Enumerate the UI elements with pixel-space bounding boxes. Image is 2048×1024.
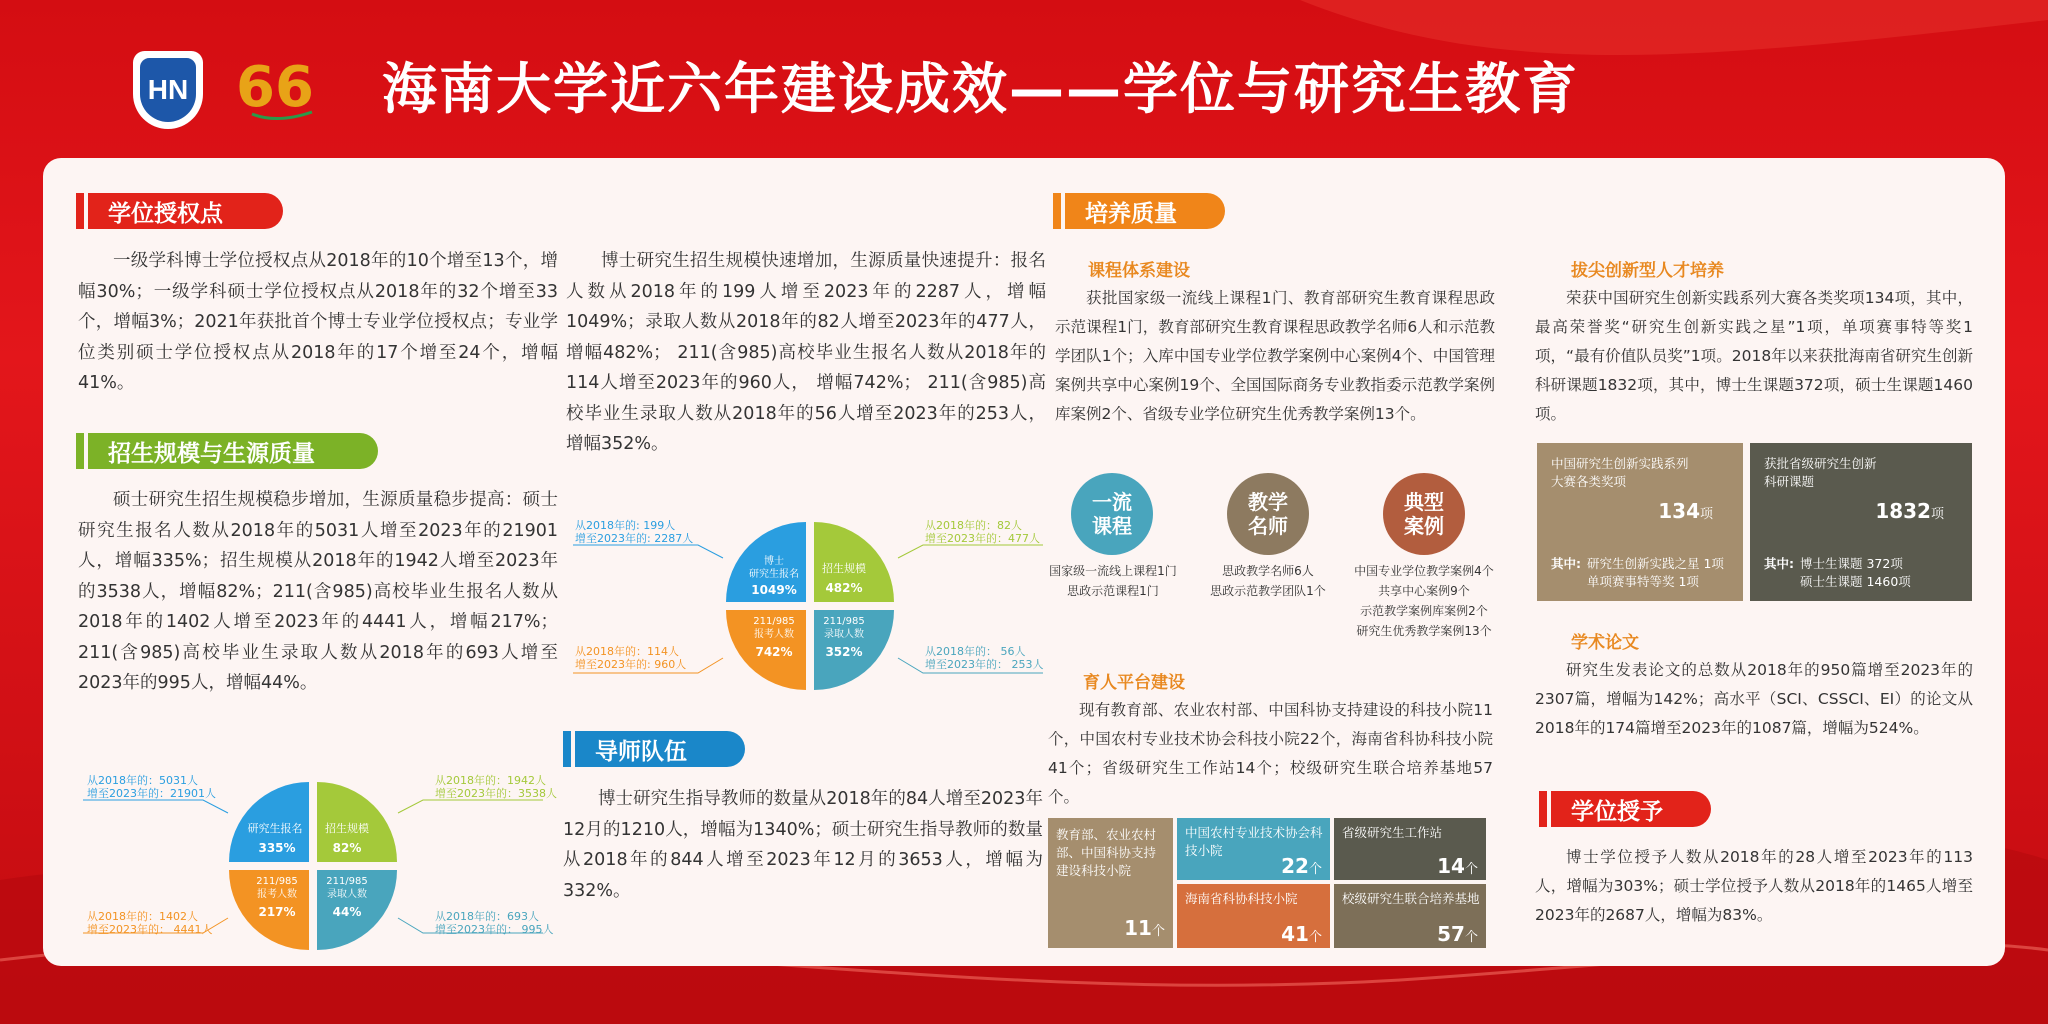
quad-tr-note1: 从2018年的：1942人: [435, 774, 546, 787]
circle-line1: 教学: [1248, 490, 1288, 514]
content-panel: [43, 158, 2005, 966]
anniversary-66-text: 66: [236, 55, 314, 120]
phd-quad-br-title1: 211/985: [823, 616, 865, 627]
stat-box-detail-head: 其中:: [1551, 556, 1581, 571]
section-heading-text: 培养质量: [1085, 200, 1177, 227]
quad-bl-title1: 211/985: [256, 876, 298, 887]
stat-box-rural-association-courtyards: [1177, 818, 1330, 880]
quad-tr-note2: 增至2023年的：3538人: [435, 787, 557, 800]
phd-quad-bl-note2: 增至2023年的: 960人: [575, 658, 687, 671]
enrollment-paragraph: 硕士研究生招生规模稳步增加，生源质量稳步提高：硕士研究生报名人数从2018年的5031人增至2023年的21901人，增幅335%；招生规模从2018年的1942人增至2023年的3538人，增幅82%；211(含985)高校毕业生报名人数从2018年的1402人增至2023年的4441人，增幅217%；211(含985)高校毕业生录取人数从2018年的693人增至2023年的995人，增幅44%。: [78, 490, 558, 693]
stat-number: 57: [1437, 922, 1465, 946]
caption-line: 思政示范课程1门: [1067, 584, 1159, 598]
circle-caption-masters: [1183, 561, 1353, 601]
anniversary-66-logo: [232, 50, 322, 130]
stat-box-label: 海南省科协科技小院: [1185, 891, 1298, 906]
circle-line2: 案例: [1404, 514, 1444, 538]
quad-bl-title2: 报考人数: [257, 889, 297, 900]
circle-line1: 典型: [1404, 490, 1444, 514]
supervisors-paragraph: 博士研究生指导教师的数量从2018年的84人增至2023年12月的1210人，增幅为1340%；硕士研究生指导教师的数量从2018年的844人增至2023年12月的3653人，增幅为332%。: [563, 789, 1043, 901]
circle-first-class-course: [1071, 473, 1153, 555]
stat-box-value: [1875, 499, 1944, 523]
subheading-platforms: 育人平台建设: [1083, 673, 1185, 693]
caption-line: 思政教学名师6人: [1222, 564, 1314, 578]
quad-tl-note2: 增至2023年的：21901人: [87, 787, 216, 800]
circle-line1: 一流: [1092, 490, 1132, 514]
subheading-curriculum: 课程体系建设: [1088, 261, 1190, 281]
circle-line2: 名师: [1248, 514, 1288, 538]
phd-quad-bl-pct: 742%: [755, 645, 793, 659]
quad-br-title1: 211/985: [326, 876, 368, 887]
stat-box-value: [1124, 916, 1165, 940]
stat-box-joint-training-bases: [1334, 884, 1486, 948]
phd-quad-bl-note1: 从2018年的：114人: [575, 645, 679, 658]
quad-br-note2: 增至2023年的： 995人: [435, 923, 554, 936]
stat-box-label: 中国农村专业技术协会科技小院: [1185, 825, 1323, 858]
section-heading-text: 学位授予: [1571, 798, 1663, 825]
papers-paragraph: 研究生发表论文的总数从2018年的950篇增至2023年的2307篇，增幅为142%；高水平（SCI、CSSCI、EI）的论文从2018年的174篇增至2023年的1087篇，增幅为524%。: [1535, 661, 1973, 737]
quad-tl-pct: 335%: [258, 841, 296, 855]
page-title: 海南大学近六年建设成效——学位与研究生教育: [382, 57, 1580, 121]
section-heading-degree-conferral: [1551, 791, 1711, 827]
stat-box-innovation-awards: [1537, 443, 1743, 601]
university-logo-mark: HN: [140, 58, 196, 122]
stat-number: 1832: [1875, 499, 1931, 523]
stat-box-value: [1437, 854, 1478, 878]
stat-box-value: [1281, 922, 1322, 946]
stat-box-label: 科研课题: [1764, 474, 1815, 489]
stat-box-value: [1437, 922, 1478, 946]
quad-br-pct: 44%: [332, 905, 362, 919]
stat-box-detail: 研究生创新实践之星 1项: [1587, 556, 1724, 571]
phd-quad-tr-note1: 从2018年的：82人: [925, 519, 1022, 532]
stat-box-provincial-workstations: [1334, 818, 1486, 880]
section-heading-training-quality: [1065, 193, 1225, 229]
subheading-papers: 学术论文: [1571, 633, 1639, 653]
quad-bl-note1: 从2018年的：1402人: [87, 910, 198, 923]
caption-line: 共享中心案例9个: [1378, 584, 1470, 598]
phd-enrollment-paragraph: 博士研究生招生规模快速增加，生源质量快速提升：报名人数从2018年的199人增至2023年的2287人，增幅1049%；录取人数从2018年的82人增至2023年的477人，增幅482%； 211(含985)高校毕业生报名人数从2018年的114人增至2023年的960人， 增幅742%； 211(含985)高校毕业生录取人数从2018年的56人增至2023年的253人， 增幅352%。: [566, 251, 1046, 454]
circle-caption-courses: [1028, 561, 1198, 601]
circle-line2: 课程: [1092, 514, 1132, 538]
section-heading-enrollment: [88, 433, 378, 469]
university-logo: [133, 51, 203, 129]
phd-quad-tr-pct: 482%: [825, 581, 863, 595]
stat-box-value: [1658, 499, 1713, 523]
stat-box-value: [1281, 854, 1322, 878]
quad-tl-note1: 从2018年的：5031人: [87, 774, 198, 787]
stat-number: 14: [1437, 854, 1465, 878]
stat-box-detail: 硕士生课题 1460项: [1800, 574, 1911, 589]
phd-quad-br-title2: 录取人数: [824, 629, 864, 640]
section-heading-supervisors: [575, 731, 745, 767]
quad-bl-pct: 217%: [258, 905, 296, 919]
stat-box-detail: 博士生课题 372项: [1800, 556, 1903, 571]
stat-box-hainan-courtyards: [1177, 884, 1330, 948]
phd-quad-br-note1: 从2018年的： 56人: [925, 645, 1026, 658]
phd-quad-tl-title2: 研究生报名: [749, 569, 799, 580]
phd-quad-tr-title: 招生规模: [822, 562, 866, 575]
top-talent-paragraph: 荣获中国研究生创新实践系列大赛各类奖项134项，其中，最高荣誉奖“研究生创新实践之星”1项，单项赛事特等奖1项，“最有价值队员奖”1项。2018年以来获批海南省研究生创新科研课题1832项，其中，博士生课题372项，硕士生课题1460项。: [1535, 289, 1973, 423]
stat-box-research-projects: [1750, 443, 1972, 601]
stat-box-detail: 单项赛事特等奖 1项: [1587, 574, 1699, 589]
stat-box-label: 校级研究生联合培养基地: [1342, 891, 1480, 906]
stat-unit: 个: [1308, 862, 1322, 877]
phd-enrollment-quad-chart: [563, 503, 1053, 698]
caption-line: 思政示范教学团队1个: [1210, 584, 1326, 598]
stat-box-label: 获批省级研究生创新: [1764, 456, 1877, 471]
stat-box-label: 大赛各类奖项: [1551, 474, 1627, 489]
stat-unit: 个: [1464, 930, 1478, 945]
stat-number: 134: [1658, 499, 1700, 523]
quad-br-title2: 录取人数: [327, 889, 367, 900]
quad-tr-pct: 82%: [332, 841, 362, 855]
quad-tl-title: 研究生报名: [247, 822, 303, 835]
stat-unit: 个: [1151, 924, 1165, 939]
section-heading-text: 学位授权点: [108, 200, 223, 227]
circle-typical-cases: [1383, 473, 1465, 555]
caption-line: 国家级一流线上课程1门: [1049, 564, 1177, 578]
section-heading-text: 导师队伍: [595, 738, 687, 765]
phd-quad-tl-note2: 增至2023年的: 2287人: [575, 532, 694, 545]
degree-auth-paragraph: 一级学科博士学位授权点从2018年的10个增至13个，增幅30%；一级学科硕士学位授权点从2018年的32个增至33个，增幅3%；2021年获批首个博士专业学位授权点；专业学位类别硕士学位授权点从2018年的17个增至24个，增幅41%。: [78, 251, 558, 393]
platforms-paragraph: 现有教育部、农业农村部、中国科协支持建设的科技小院11个，中国农村专业技术协会科技小院22个，海南省科协科技小院41个；省级研究生工作站14个；校级研究生联合培养基地57个。: [1048, 701, 1493, 806]
subheading-top-talent: 拔尖创新型人才培养: [1571, 261, 1724, 281]
phd-quad-bl-title2: 报考人数: [754, 629, 794, 640]
curriculum-paragraph: 获批国家级一流线上课程1门、教育部研究生教育课程思政示范课程1门，教育部研究生教育课程思政教学名师6人和示范教学团队1个；入库中国专业学位教学案例中心案例4个、中国管理案例共享中心案例19个、全国国际商务专业教指委示范教学案例库案例2个、省级专业学位研究生优秀教学案例13个。: [1055, 289, 1495, 423]
quad-br-note1: 从2018年的：693人: [435, 910, 539, 923]
stat-unit: 个: [1464, 862, 1478, 877]
phd-quad-br-note2: 增至2023年的： 253人: [925, 658, 1044, 671]
stat-box-label: 省级研究生工作站: [1342, 825, 1443, 840]
stat-box-national-science-courtyards: [1048, 818, 1173, 948]
stat-unit: 个: [1308, 930, 1322, 945]
phd-quad-tl-note1: 从2018年的: 199人: [575, 519, 676, 532]
stat-unit: 项: [1930, 507, 1944, 522]
stat-number: 41: [1281, 922, 1309, 946]
stat-number: 11: [1124, 916, 1152, 940]
caption-line: 中国专业学位教学案例4个: [1354, 564, 1494, 578]
section-heading-degree-auth: [88, 193, 283, 229]
quad-bl-note2: 增至2023年的： 4441人: [87, 923, 213, 936]
stat-unit: 项: [1699, 507, 1713, 522]
stat-box-label: 教育部、农业农村部、中国科协支持建设科技小院: [1056, 827, 1157, 878]
quad-tr-title: 招生规模: [325, 822, 369, 835]
phd-quad-br-pct: 352%: [825, 645, 863, 659]
phd-quad-tl-pct: 1049%: [751, 583, 797, 597]
phd-quad-tr-note2: 增至2023年的：477人: [925, 532, 1040, 545]
circle-caption-cases: [1338, 561, 1510, 641]
master-enrollment-quad-chart: [63, 768, 563, 958]
circle-teaching-masters: [1227, 473, 1309, 555]
stat-number: 22: [1281, 854, 1309, 878]
degree-conferral-paragraph: 博士学位授予人数从2018年的28人增至2023年的113人，增幅为303%；硕士学位授予人数从2018年的1465人增至2023年的2687人，增幅为83%。: [1535, 848, 1973, 924]
phd-quad-tl-title1: 博士: [764, 556, 784, 567]
stat-box-label: 中国研究生创新实践系列: [1551, 456, 1689, 471]
caption-line: 示范教学案例库案例2个: [1360, 604, 1488, 618]
phd-quad-bl-title1: 211/985: [753, 616, 795, 627]
stat-box-detail-head: 其中:: [1764, 556, 1794, 571]
caption-line: 研究生优秀教学案例13个: [1356, 624, 1492, 638]
section-heading-text: 招生规模与生源质量: [108, 440, 315, 467]
